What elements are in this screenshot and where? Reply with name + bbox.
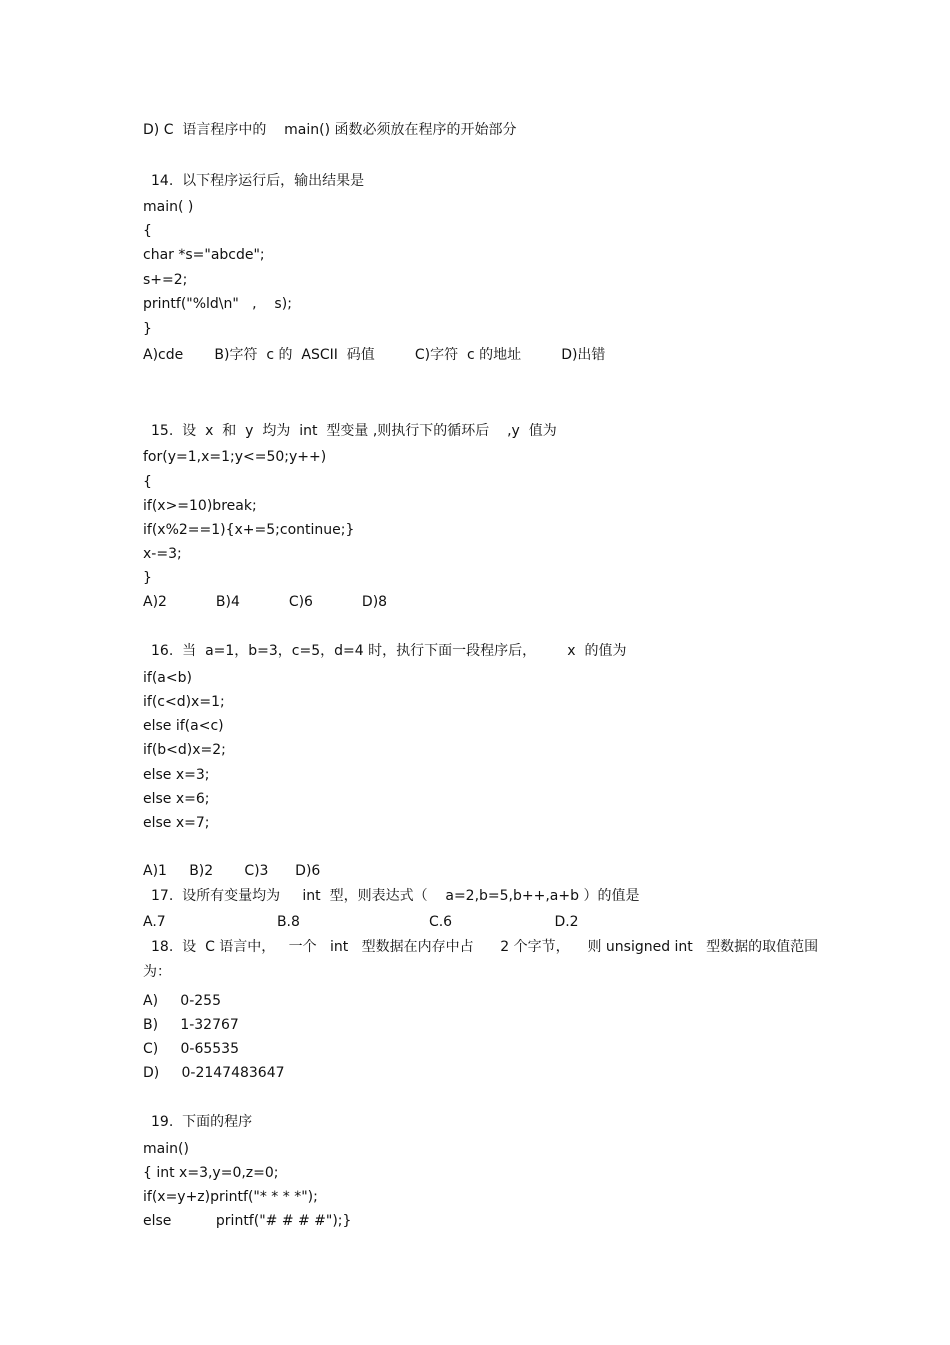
- option-a: A) 0-255: [143, 993, 221, 1009]
- question-14-title: 14. 以下程序运行后，输出结果是: [151, 173, 365, 189]
- code-line: main(): [143, 1141, 189, 1157]
- code-line: if(c<d)x=1;: [143, 694, 225, 710]
- code-line: s+=2;: [143, 272, 188, 288]
- option-d: D) 0-2147483647: [143, 1065, 285, 1081]
- option-d-line: D) C 语言程序中的 main() 函数必须放在程序的开始部分: [143, 122, 517, 138]
- code-line: else printf("# # # #");}: [143, 1213, 352, 1229]
- code-line: }: [143, 570, 152, 586]
- code-line: { int x=3,y=0,z=0;: [143, 1165, 279, 1181]
- code-line: if(a<b): [143, 670, 192, 686]
- question-15-title: 15. 设 x 和 y 均为 int 型变量 ,则执行下的循环后 ,y 值为: [151, 423, 557, 439]
- question-15-options: A)2 B)4 C)6 D)8: [143, 594, 388, 610]
- code-line: main( ): [143, 199, 194, 215]
- option-b: B) 1-32767: [143, 1017, 239, 1033]
- question-18-title-cont: 为：: [143, 964, 171, 980]
- code-line: else x=3;: [143, 767, 210, 783]
- code-line: }: [143, 321, 152, 337]
- code-line: if(b<d)x=2;: [143, 742, 226, 758]
- question-14-options: A)cde B)字符 c 的 ASCII 码值 C)字符 c 的地址 D)出错: [143, 347, 606, 363]
- code-line: char *s="abcde";: [143, 247, 265, 263]
- code-line: printf("%ld\n" , s);: [143, 296, 292, 312]
- question-17-title: 17. 设所有变量均为 int 型，则表达式（ a=2,b=5,b++,a+b ）的值是: [151, 888, 640, 904]
- code-line: else x=7;: [143, 815, 210, 831]
- code-line: {: [143, 223, 152, 239]
- code-line: if(x%2==1){x+=5;continue;}: [143, 522, 355, 538]
- code-line: else x=6;: [143, 791, 210, 807]
- code-line: {: [143, 474, 152, 490]
- option-c: C) 0-65535: [143, 1041, 239, 1057]
- question-18-title: 18. 设 C 语言中， 一个 int 型数据在内存中占 2 个字节， 则 unsigned int 型数据的取值范围: [151, 939, 819, 955]
- code-line: x-=3;: [143, 546, 182, 562]
- code-line: for(y=1,x=1;y<=50;y++): [143, 449, 327, 465]
- question-19-title: 19. 下面的程序: [151, 1114, 253, 1130]
- code-line: if(x=y+z)printf("* * * *");: [143, 1189, 318, 1205]
- question-16-options: A)1 B)2 C)3 D)6: [143, 863, 321, 879]
- question-17-options: A.7 B.8 C.6 D.2: [143, 914, 579, 930]
- code-line: if(x>=10)break;: [143, 498, 257, 514]
- question-16-title: 16. 当 a=1，b=3，c=5，d=4 时，执行下面一段程序后， x 的值为: [151, 643, 627, 659]
- code-line: else if(a<c): [143, 718, 224, 734]
